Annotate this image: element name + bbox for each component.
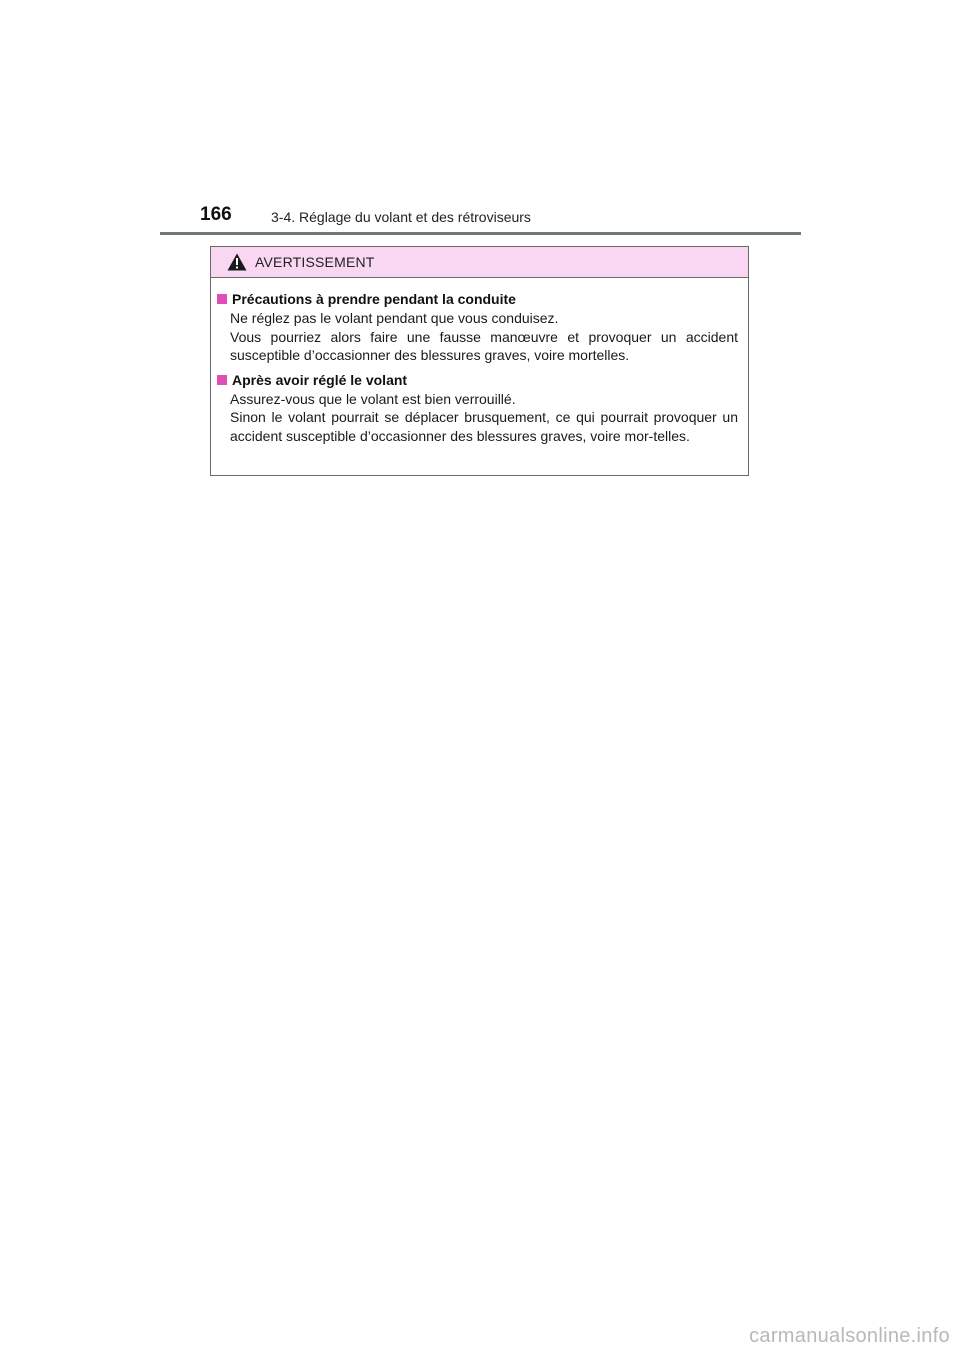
page-header (160, 200, 800, 234)
warning-header (211, 247, 748, 278)
warning-title: AVERTISSEMENT (255, 254, 375, 270)
item-heading-text: Précautions à prendre pendant la conduite (232, 291, 516, 307)
item-paragraph: Ne réglez pas le volant pendant que vous conduisez. (230, 310, 559, 326)
item-text (217, 309, 738, 365)
section-title: 3-4. Réglage du volant et des rétroviseurs (271, 209, 531, 225)
warning-box (210, 246, 749, 476)
warning-body (211, 278, 748, 445)
square-bullet-icon (217, 375, 227, 385)
header-divider (160, 232, 801, 235)
item-text (217, 390, 738, 446)
item-paragraph: Assurez-vous que le volant est bien verrouillé. (230, 390, 516, 407)
watermark: carmanualsonline.info (749, 1325, 950, 1347)
warning-triangle-icon (227, 253, 247, 271)
square-bullet-icon (217, 294, 227, 304)
item-paragraph: Vous pourriez alors faire une fausse manœuvre et provoquer un accident susceptible d’occasionner des blessures graves, voire mortelles. (230, 328, 738, 363)
page-number: 166 (200, 204, 232, 225)
item-heading (217, 290, 738, 309)
warning-item (217, 371, 738, 446)
warning-item (217, 290, 738, 365)
item-paragraph: Sinon le volant pourrait se déplacer brusquement, ce qui pourrait provoquer un accident susceptible d’occasionner des blessures graves, voire mor-telles. (230, 409, 738, 444)
item-heading-text: Après avoir réglé le volant (232, 371, 408, 388)
item-heading (217, 371, 738, 390)
